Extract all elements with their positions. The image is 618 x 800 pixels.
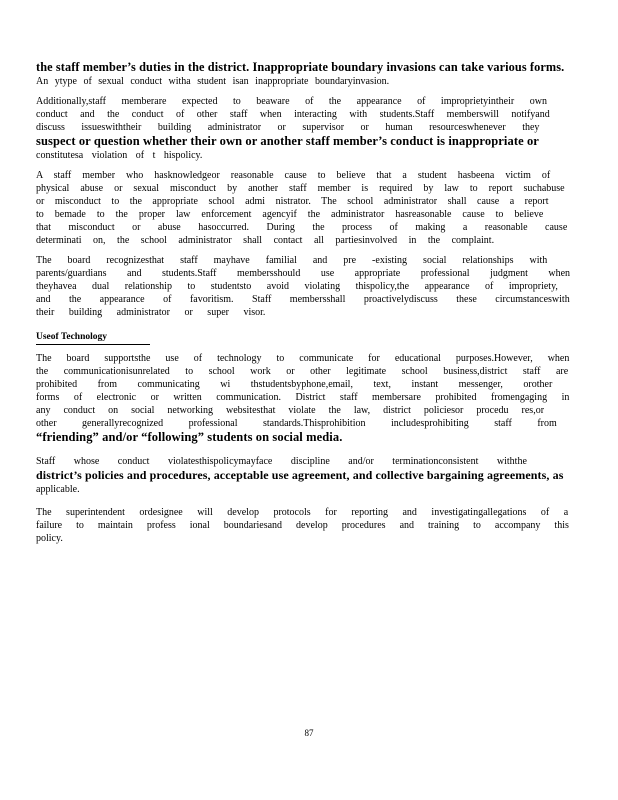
text-line: constitutesa violation of t hispolicy. xyxy=(36,150,203,161)
text-line: conduct and the conduct of other staff when interacting with students.Staff memberswill notifyand xyxy=(36,109,550,120)
text-line: “friending” and/or “following” students on social media. xyxy=(36,430,343,444)
text-line: district’s policies and procedures, acceptable use agreement, and collective bargaining agreements, as xyxy=(36,468,564,482)
paragraph-impropriety xyxy=(36,95,570,162)
section-heading xyxy=(36,331,570,345)
text-line: suspect or question whether their own or another staff member’s conduct is inappropriate or xyxy=(36,134,539,148)
paragraph-discipline xyxy=(36,455,570,496)
text-line: any conduct on social networking websitesthat violate the law, district policiesor procedu res,or xyxy=(36,405,545,416)
text-line: to bemade to the proper law enforcement agencyif the administrator hasreasonable cause to believe xyxy=(36,209,544,220)
text-line: that misconduct or abuse hasoccurred. During the process of making a reasonable cause xyxy=(36,222,568,233)
text-line: The superintendent ordesignee will develop protocols for reporting and investigatingallegations of a xyxy=(36,507,569,518)
paragraph-protocols xyxy=(36,506,570,545)
section-heading-label: Useof Technology xyxy=(36,331,150,345)
text-line: theyhavea dual relationship to studentsto avoid violating thispolicy,the appearance of impropriety, xyxy=(36,281,558,292)
text-line: applicable. xyxy=(36,484,80,495)
text-line: discuss issueswiththeir building administrator or supervisor or human resourceswhenever they xyxy=(36,122,540,133)
text-line: their building administrator or super visor. xyxy=(36,307,266,318)
text-line: and the appearance of favoritism. Staff membersshall proactivelydiscuss these circumstanceswith xyxy=(36,294,570,305)
text-line: The board recognizesthat staff mayhave familial and pre -existing social relationships with xyxy=(36,255,548,266)
text-line: other generallyrecognized professional standards.Thisprohibition includesprohibiting staff from xyxy=(36,418,557,429)
text-line: An ytype of sexual conduct witha student isan inappropriate boundaryinvasion. xyxy=(36,76,390,87)
page-number: 87 xyxy=(304,728,314,738)
text-line: failure to maintain profess ional boundariesand develop procedures and training to accompany this xyxy=(36,520,569,531)
text-line: the staff member’s duties in the district. Inappropriate boundary invasions can take various forms. xyxy=(36,60,565,74)
text-line: Staff whose conduct violatesthispolicymayface discipline and/or terminationconsistent withthe xyxy=(36,456,527,467)
text-line: policy. xyxy=(36,533,63,544)
text-line: A staff member who hasknowledgeor reasonable cause to believe that a student hasbeena victim of xyxy=(36,170,551,181)
paragraph-boundary-invasions xyxy=(36,60,570,88)
text-line: the communicationisunrelated to school work or other legitimate school business,district staff are xyxy=(36,366,569,377)
text-line: forms of electronic or written communication. District staff membersare prohibited fromengaging in xyxy=(36,392,570,403)
paragraph-relationships xyxy=(36,254,570,319)
text-line: physical abuse or sexual misconduct by another staff member is required by law to report suchabuse xyxy=(36,183,565,194)
text-line: determinati on, the school administrator shall contact all partiesinvolved in the complaint. xyxy=(36,235,495,246)
document-page xyxy=(36,60,570,545)
text-line: parents/guardians and students.Staff membersshould use appropriate professional judgment when xyxy=(36,268,571,279)
text-line: Additionally,staff memberare expected to beaware of the appearance of improprietyintheir own xyxy=(36,96,547,107)
paragraph-reporting-abuse xyxy=(36,169,570,247)
text-line: prohibited from communicating wi thstudentsbyphone,email, text, instant messenger, orother xyxy=(36,379,553,390)
paragraph-technology xyxy=(36,352,570,445)
text-line: or misconduct to the appropriate school admi nistrator. The school administrator shall cause a report xyxy=(36,196,549,207)
text-line: The board supportsthe use of technology to communicate for educational purposes.However, when xyxy=(36,353,570,364)
